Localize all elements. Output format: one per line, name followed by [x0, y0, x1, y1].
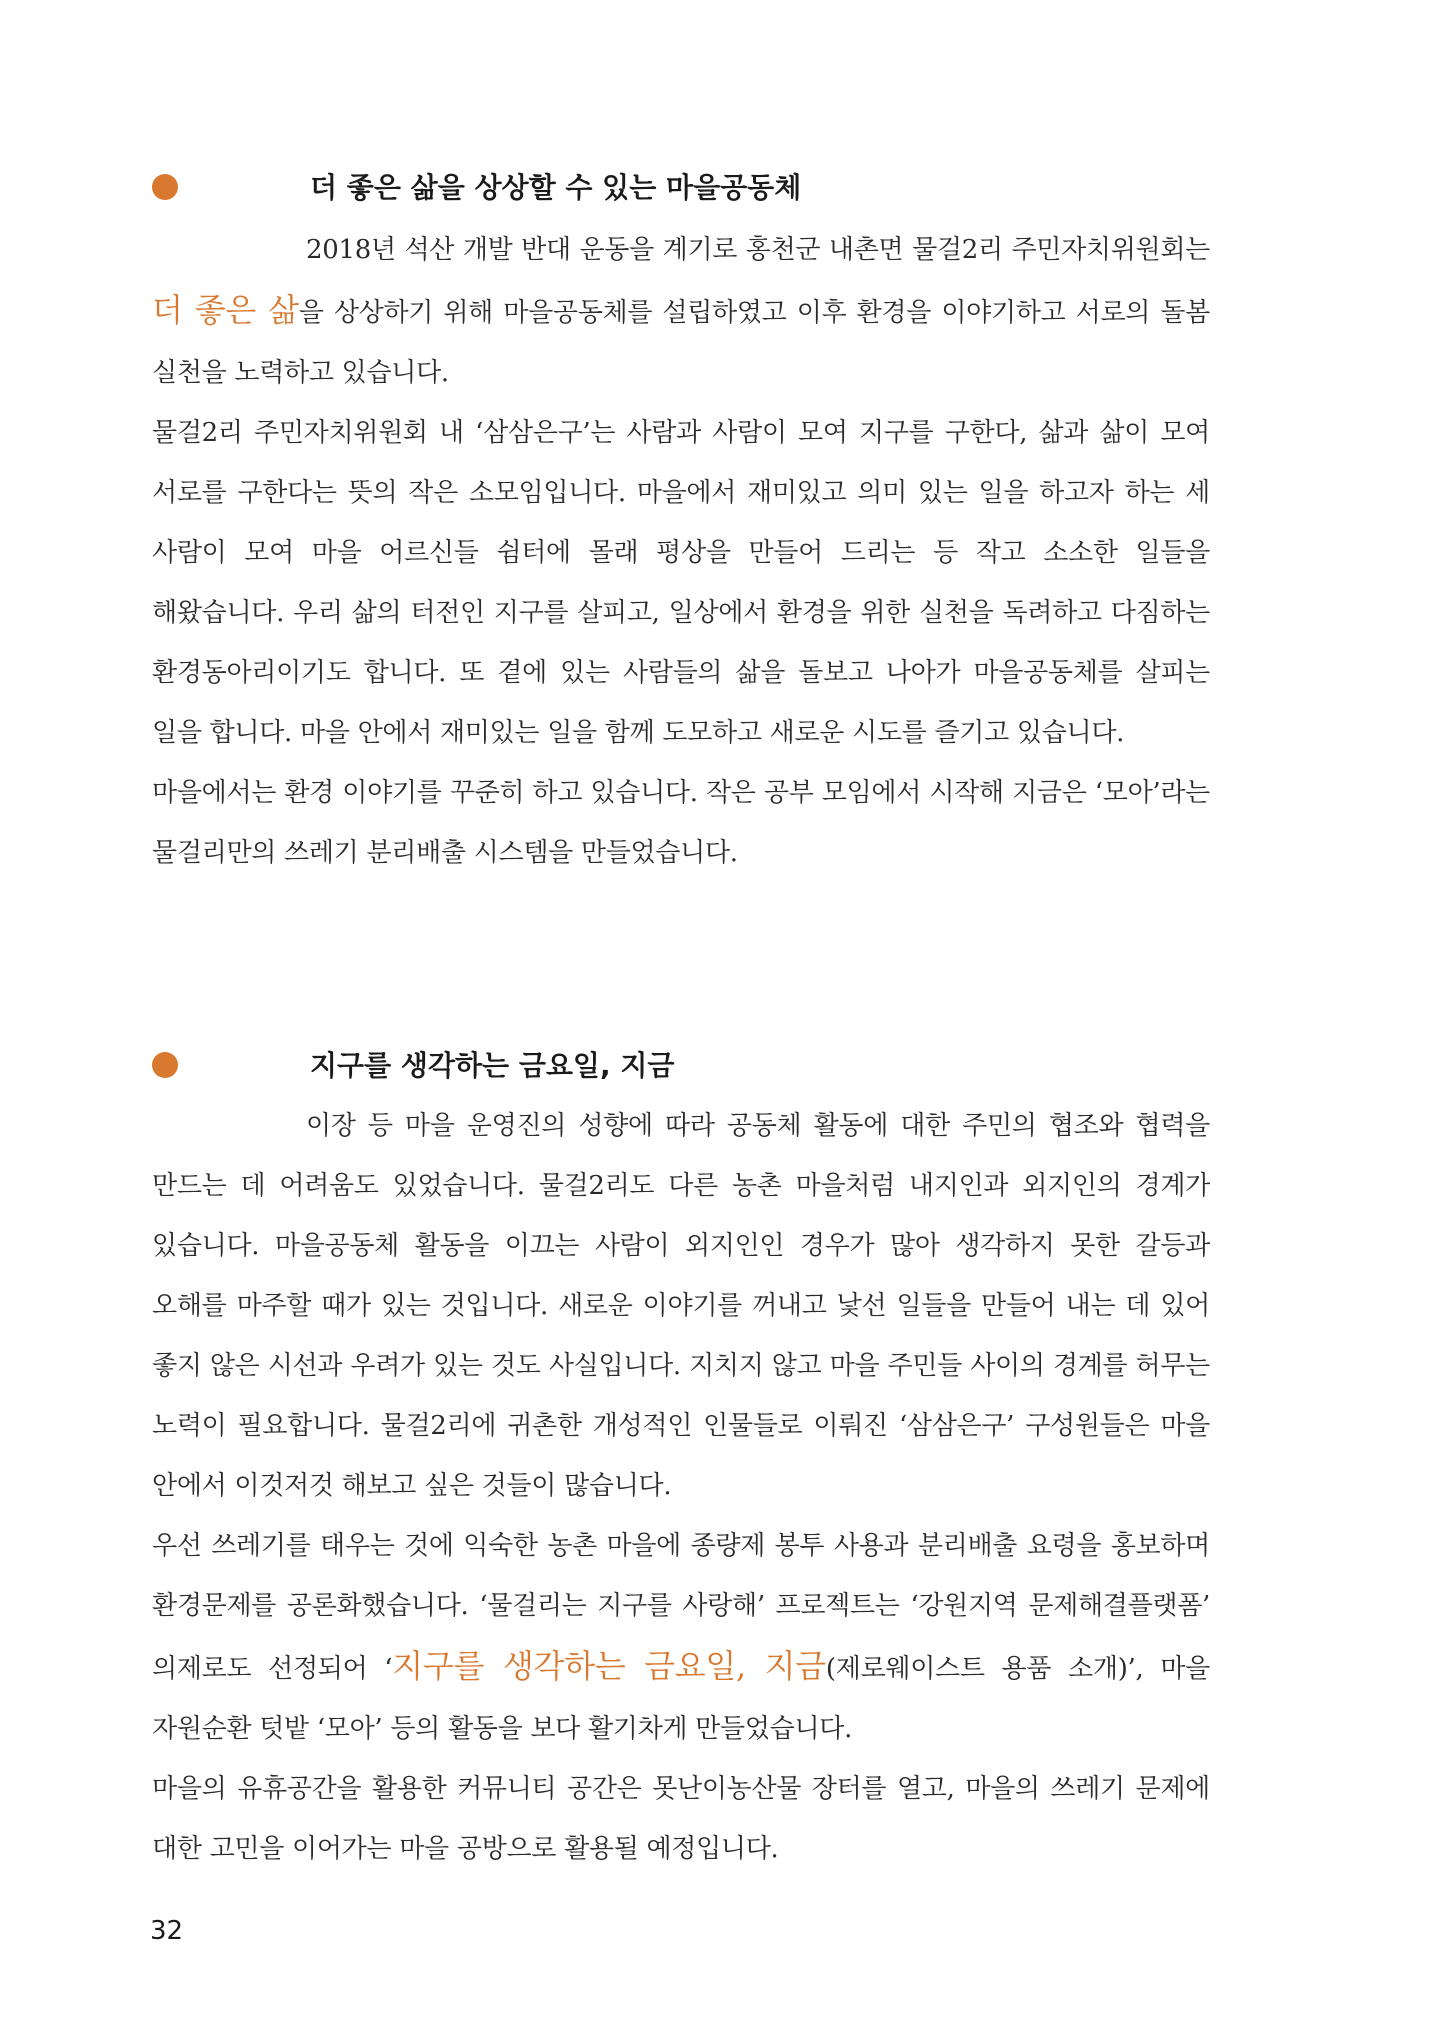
- paragraph-text: 이장 등 마을 운영진의 성향에 따라 공동체 활동에 대한 주민의 협조와 협력을 만드는 데 어려움도 있었습니다. 물걸2리도 다른 농촌 마을처럼 내지인과 외지인의 경계가 있습니다. 마을공동체 활동을 이끄는 사람이 외지인인 경우가 많아 생각하지 못한 갈등과 오해를 마주할 때가 있는 것입니다. 새로운 이야기를 꺼내고 낯선 일들을 만들어 내는 데 있어 좋지 않은 시선과 우려가 있는 것도 사실입니다. 지치지 않고 마을 주민들 사이의 경계를 허무는 노력이 필요합니다. 물걸2리에 귀촌한 개성적인 인물들로 이뤄진 ‘삼삼은구’ 구성원들은 마을 안에서 이것저것 해보고 싶은 것들이 많습니다.: [152, 1111, 1210, 1501]
- section-title: 더 좋은 삶을 상상할 수 있는 마을공동체: [310, 171, 802, 204]
- paragraph-text: (제로웨이스트 용품 소개)’, 마을 자원순환 텃밭 ‘모아’ 등의 활동을 보다 활기차게 만들었습니다.: [152, 1654, 1210, 1744]
- section-heading-1: [152, 166, 1212, 210]
- paragraph: 마을의 유휴공간을 활용한 커뮤니티 공간은 못난이농산물 장터를 열고, 마을의 쓰레기 문제에 대한 고민을 이어가는 마을 공방으로 활용될 예정입니다.: [152, 1774, 1210, 1864]
- paragraph-text: 을 상상하기 위해 마을공동체를 설립하였고 이후 환경을 이야기하고 서로의 돌봄 실천을 노력하고 있습니다.: [152, 298, 1210, 388]
- paragraph-text: 2018년 석산 개발 반대 운동을 계기로 홍천군 내촌면 물걸2리 주민자치위원회는: [306, 235, 1210, 265]
- paragraph: [152, 1096, 1210, 1516]
- paragraph: [152, 220, 1210, 403]
- paragraph: 물걸2리 주민자치위원회 내 ‘삼삼은구’는 사람과 사람이 모여 지구를 구한다, 삶과 삶이 모여 서로를 구한다는 뜻의 작은 소모임입니다. 마을에서 재미있고 의미 있는 일을 하고자 하는 세 사람이 모여 마을 어르신들 쉼터에 몰래 평상을 만들어 드리는 등 작고 소소한 일들을 해왔습니다. 우리 삶의 터전인 지구를 살피고, 일상에서 환경을 위한 실천을 독려하고 다짐하는 환경동아리이기도 합니다. 또 곁에 있는 사람들의 삶을 돌보고 나아가 마을공동체를 살피는 일을 합니다. 마을 안에서 재미있는 일을 함께 도모하고 새로운 시도를 즐기고 있습니다.: [152, 418, 1210, 748]
- paragraph: [152, 1516, 1210, 1759]
- highlight-text: 지구를 생각하는 금요일, 지금: [392, 1647, 826, 1685]
- section-body-2: [152, 1096, 1210, 1879]
- highlight-text: 더 좋은 삶: [152, 291, 299, 329]
- section-body-1: [152, 220, 1210, 883]
- bullet-icon: [152, 174, 178, 200]
- bullet-icon: [152, 1052, 178, 1078]
- section-heading-2: [152, 1044, 1212, 1088]
- section-title: 지구를 생각하는 금요일, 지금: [310, 1049, 675, 1082]
- paragraph: 마을에서는 환경 이야기를 꾸준히 하고 있습니다. 작은 공부 모임에서 시작해 지금은 ‘모아’라는 물걸리만의 쓰레기 분리배출 시스템을 만들었습니다.: [152, 778, 1210, 868]
- paragraph-text: 우선 쓰레기를 태우는 것에 익숙한 농촌 마을에 종량제 봉투 사용과 분리배출 요령을 홍보하며 환경문제를 공론화했습니다. ‘물걸리는 지구를 사랑해’ 프로젝트는 ‘강원지역 문제해결플랫폼’ 의제로도 선정되어 ‘: [152, 1531, 1210, 1684]
- page-number: 32: [150, 1916, 184, 1946]
